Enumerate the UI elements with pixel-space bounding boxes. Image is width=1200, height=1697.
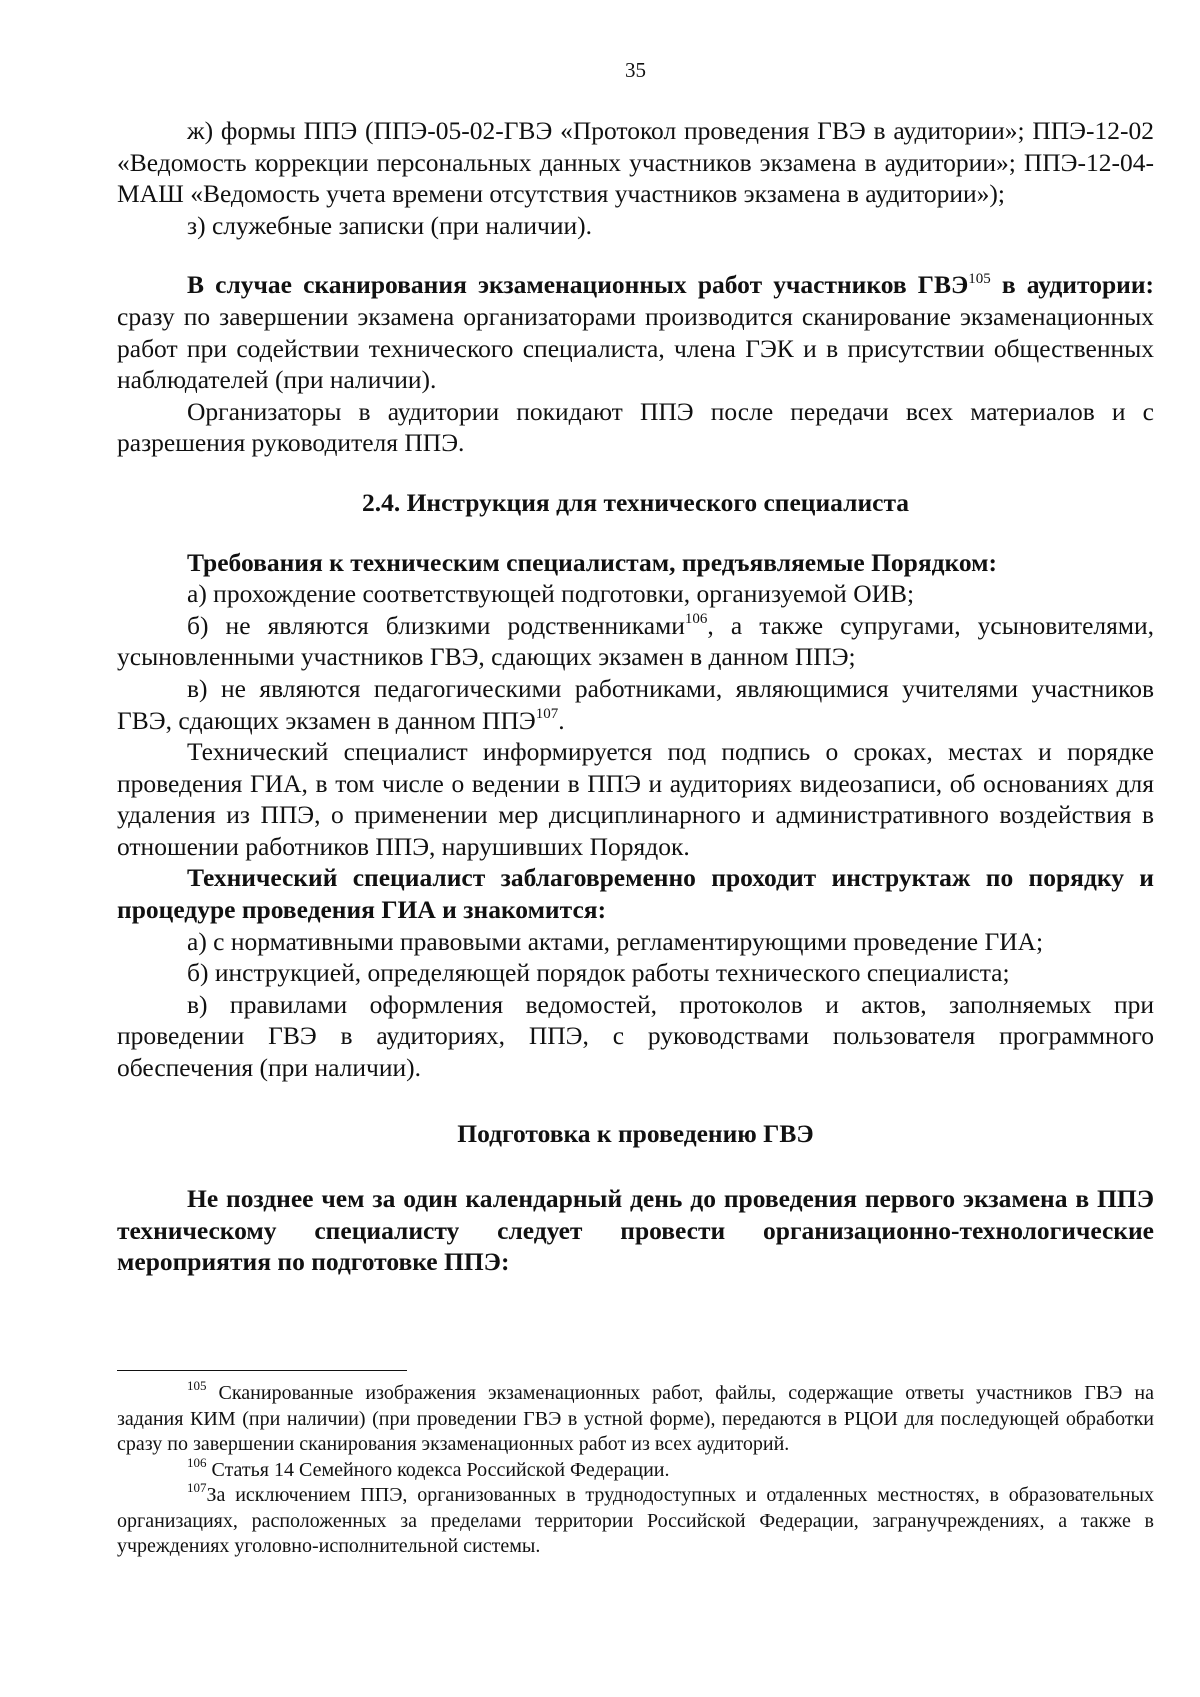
footnote-106 bbox=[117, 1454, 1154, 1484]
paragraph-briefing-a: а) с нормативными правовыми актами, регламентирующими проведение ГИА; bbox=[187, 926, 1044, 956]
footnote-number: 107 bbox=[187, 1480, 207, 1496]
footnote-text: Сканированные изображения экзаменационных работ, файлы, содержащие ответы участников ГВЭ на задания КИМ (при наличии) (при проведении ГВЭ в устной форме), передаются в РЦОИ для последующей обработки сразу по завершении сканирования экзаменационных работ из всех аудиторий. bbox=[117, 1382, 1154, 1455]
scanning-text: сразу по завершении экзамена организаторами производится сканирование экзаменационных работ при содействии технического специалиста, члена ГЭК и в присутствии общественных наблюдателей (при наличии). bbox=[117, 301, 1154, 395]
footnote-105 bbox=[117, 1378, 1154, 1458]
paragraph-forms: ж) формы ППЭ (ППЭ-05-02-ГВЭ «Протокол проведения ГВЭ в аудитории»; ППЭ-12-02 «Ведомость коррекции персональных данных участников экзамена в аудитории»; ППЭ-12-04-МАШ «Ведомость учета времени отсутствия участников экзамена в аудитории»); bbox=[117, 116, 1154, 209]
footnote-text: Статья 14 Семейного кодекса Российской Федерации. bbox=[206, 1458, 670, 1481]
req-b-text: б) не являются близкими родственниками bbox=[187, 610, 685, 640]
paragraph-briefing-c: в) правилами оформления ведомостей, протоколов и актов, заполняемых при проведении ГВЭ в аудиториях, ППЭ, с руководствами пользователя программного обеспечения (при наличии). bbox=[117, 989, 1154, 1083]
footnote-text: За исключением ППЭ, организованных в труднодоступных и отдаленных местностях, в образовательных организациях, расположенных за пределами территории Российской Федерации, загранучреждениях, а также в учреждениях уголовно-исполнительной системы. bbox=[117, 1484, 1154, 1557]
briefing-bold: Технический специалист заблаговременно проходит инструктаж по порядку и процедуре проведения ГИА и знакомится: bbox=[117, 863, 1154, 925]
preparation-bold: Не позднее чем за один календарный день до проведения первого экзамена в ППЭ техническому специалисту следует провести организационно-технологические мероприятия по подготовке ППЭ: bbox=[117, 1184, 1154, 1277]
paragraph-briefing-b: б) инструкцией, определяющей порядок работы технического специалиста; bbox=[187, 958, 1010, 988]
paragraph-scanning bbox=[117, 269, 1154, 395]
footnote-number: 106 bbox=[187, 1454, 207, 1470]
footnote-separator bbox=[117, 1370, 407, 1371]
req-b-tail: , а также супругами, усыновителями, усыновленными участников ГВЭ, сдающих экзамен в данном ППЭ; bbox=[117, 610, 1155, 672]
paragraph-req-c bbox=[117, 673, 1154, 736]
scanning-bold-lead: В случае сканирования экзаменационных работ участников ГВЭ bbox=[187, 270, 969, 300]
footnote-ref-105: 105 bbox=[968, 270, 991, 287]
section-heading: 2.4. Инструкция для технического специалиста bbox=[361, 487, 910, 517]
footnote-107 bbox=[117, 1480, 1154, 1560]
paragraph-req-b bbox=[117, 610, 1154, 673]
footnote-ref-106: 106 bbox=[684, 611, 708, 628]
paragraph-preparation bbox=[117, 1183, 1154, 1278]
req-c-text: в) не являются педагогическими работниками, являющимися учителями участников ГВЭ, сдающих экзамен в данном ППЭ bbox=[117, 673, 1154, 735]
footnote-ref-107: 107 bbox=[535, 706, 559, 722]
paragraph-memos: з) служебные записки (при наличии). bbox=[187, 210, 592, 240]
req-c-tail: . bbox=[558, 705, 565, 735]
paragraph-req-a: а) прохождение соответствующей подготовки, организуемой ОИВ; bbox=[187, 579, 915, 609]
document-body bbox=[117, 115, 1154, 1278]
footnote-number: 105 bbox=[187, 1378, 207, 1394]
subsection-heading: Подготовка к проведению ГВЭ bbox=[457, 1118, 814, 1148]
scanning-bold-tail: в аудитории: bbox=[990, 270, 1154, 300]
paragraph-briefing bbox=[117, 862, 1154, 925]
footnotes bbox=[117, 1378, 1154, 1560]
paragraph-requirements bbox=[117, 547, 1154, 579]
page-number: 35 bbox=[625, 58, 646, 82]
paragraph-organizers: Организаторы в аудитории покидают ППЭ после передачи всех материалов и с разрешения руководителя ППЭ. bbox=[117, 396, 1154, 458]
requirements-bold: Требования к техническим специалистам, предъявляемые Порядком: bbox=[187, 547, 998, 577]
paragraph-informed: Технический специалист информируется под подпись о сроках, местах и порядке проведения ГИА, в том числе о ведении в ППЭ и аудиториях видеозаписи, об основаниях для удаления из ППЭ, о применении мер дисциплинарного и административного воздействия в отношении работников ППЭ, нарушивших Порядок. bbox=[117, 737, 1154, 861]
